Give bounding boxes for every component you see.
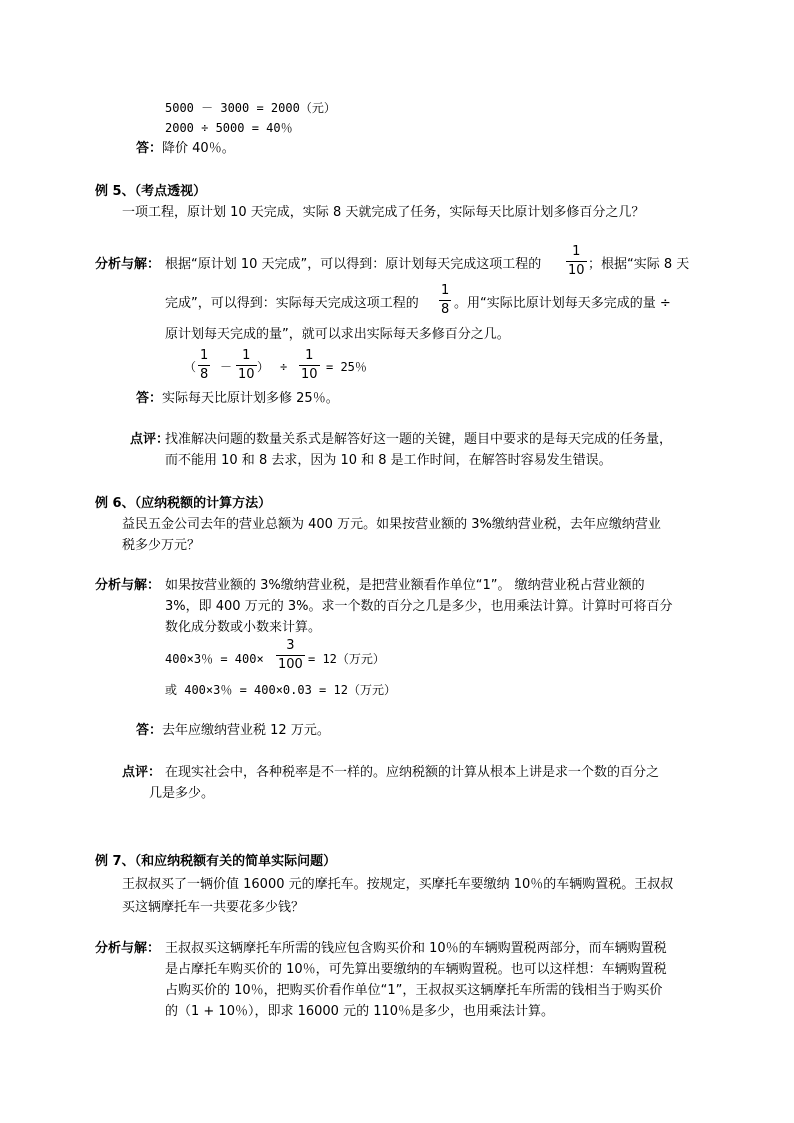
fraction-numerator: 3: [286, 638, 295, 653]
answer-block: [136, 390, 339, 408]
example-7-problem-line-2: 买这辆摩托车一共要花多少钱？: [122, 900, 305, 915]
answer-block: [136, 140, 235, 158]
answer-label: 答：: [136, 141, 163, 156]
fraction-bar: [236, 365, 257, 366]
fraction-denominator: 8: [441, 302, 450, 317]
fraction-denominator: 10: [568, 263, 585, 278]
fraction-denominator: 10: [238, 367, 255, 382]
example-5-title: 例 5、（考点透视）: [95, 184, 207, 199]
comment-label: 点评：: [130, 432, 170, 447]
answer-label: 答：: [136, 391, 163, 406]
fraction-bar: [198, 365, 210, 366]
example-6-problem-line-2: 税多少万元？: [122, 538, 201, 553]
analysis-line-1a: 根据“原计划 10 天完成”，可以得到：原计划每天完成这项工程的: [165, 257, 542, 272]
analysis-line-1: 王叔叔买这辆摩托车所需的钱应包含购买价和 10％的车辆购置税两部分，而车辆购置税: [165, 941, 667, 956]
answer-label: 答：: [136, 723, 163, 738]
analysis-line-4: 的（1 + 10％），即求 16000 元的 110％是多少，也用乘法计算。: [165, 1004, 555, 1019]
comment-line-2: 几是多少。: [149, 786, 215, 801]
comment-label: 点评：: [122, 765, 162, 780]
formula-minus: －: [220, 360, 233, 374]
analysis-label: 分析与解：: [95, 941, 161, 956]
fraction-bar: [566, 261, 587, 262]
fraction-bar: [276, 655, 305, 656]
fraction-numerator: 1: [572, 244, 581, 259]
formula-fraction-2: [236, 348, 257, 383]
calc-line-1: 5000 － 3000 = 2000（元）: [165, 101, 336, 115]
answer-text: 实际每天比原计划多修 25％。: [162, 391, 339, 406]
formula-right-paren: ）: [257, 360, 270, 374]
example-5-problem: 一项工程，原计划 10 天完成，实际 8 天就完成了任务，实际每天比原计划多修百分之几？: [122, 205, 645, 220]
comment-line-1: 找准解决问题的数量关系式是解答好这一题的关键，题目中要求的是每天完成的任务量，: [165, 432, 673, 447]
analysis-line-1: 如果按营业额的 3%缴纳营业税，是把营业额看作单位“1”。 缴纳营业税占营业额的: [165, 578, 645, 593]
calc-line-2: 2000 ÷ 5000 = 40％: [165, 121, 293, 135]
answer-block: [136, 722, 330, 740]
analysis-line-3: 占购买价的 10％，把购买价看作单位“1”，王叔叔买这辆摩托车所需的钱相当于购买价: [165, 983, 663, 998]
example-6-problem-line-1: 益民五金公司去年的营业总额为 400 万元。如果按营业额的 3%缴纳营业税，去年应缴纳营业: [122, 517, 661, 532]
formula-left-paren: （: [184, 360, 197, 374]
fraction-one-tenth: [566, 244, 587, 279]
fraction-numerator: 1: [242, 348, 251, 363]
analysis-line-2a: 完成”，可以得到：实际每天完成这项工程的: [165, 296, 419, 311]
fraction-three-hundredths: [276, 638, 305, 673]
fraction-denominator: 100: [278, 657, 303, 672]
analysis-line-1b: ；根据“实际 8 天: [588, 257, 690, 272]
formula-result: = 25％: [326, 360, 367, 374]
formula-alt: 或 400×3％ = 400×0.03 = 12（万元）: [165, 683, 396, 697]
analysis-line-3: 数化成分数或小数来计算。: [165, 620, 322, 635]
fraction-denominator: 10: [301, 367, 318, 382]
analysis-line-2: 是占摩托车购买价的 10％，可先算出要缴纳的车辆购置税。也可以这样想：车辆购置税: [165, 962, 667, 977]
fraction-bar: [299, 365, 320, 366]
answer-text: 降价 40％。: [162, 141, 235, 156]
analysis-line-3: 原计划每天完成的量”，就可以求出实际每天多修百分之几。: [165, 327, 510, 342]
fraction-numerator: 1: [441, 283, 450, 298]
fraction-numerator: 1: [305, 348, 314, 363]
comment-line-2: 而不能用 10 和 8 去求，因为 10 和 8 是工作时间，在解答时容易发生错误。: [165, 453, 612, 468]
analysis-label: 分析与解：: [95, 257, 161, 272]
example-7-problem-line-1: 王叔叔买了一辆价值 16000 元的摩托车。按规定，买摩托车要缴纳 10％的车辆购置税。王叔叔: [122, 877, 674, 892]
formula-left: 400×3％ = 400×: [165, 652, 264, 666]
answer-text: 去年应缴纳营业税 12 万元。: [162, 723, 330, 738]
analysis-line-2b: 。用“实际比原计划每天多完成的量 ÷: [454, 296, 671, 311]
analysis-label: 分析与解：: [95, 578, 161, 593]
fraction-denominator: 8: [200, 367, 209, 382]
fraction-numerator: 1: [200, 348, 209, 363]
example-6-title: 例 6、（应纳税额的计算方法）: [95, 496, 272, 511]
fraction-one-eighth: [439, 283, 451, 318]
example-7-title: 例 7、（和应纳税额有关的简单实际问题）: [95, 854, 337, 869]
formula-right: = 12（万元）: [308, 652, 385, 666]
formula-fraction-3: [299, 348, 320, 383]
formula-divide: ÷: [280, 360, 288, 374]
formula-fraction-1: [198, 348, 210, 383]
analysis-line-2: 3%，即 400 万元的 3%。求一个数的百分之几是多少，也用乘法计算。计算时可将百分: [165, 599, 673, 614]
comment-line-1: 在现实社会中，各种税率是不一样的。应纳税额的计算从根本上讲是求一个数的百分之: [165, 765, 660, 780]
fraction-bar: [439, 300, 451, 301]
